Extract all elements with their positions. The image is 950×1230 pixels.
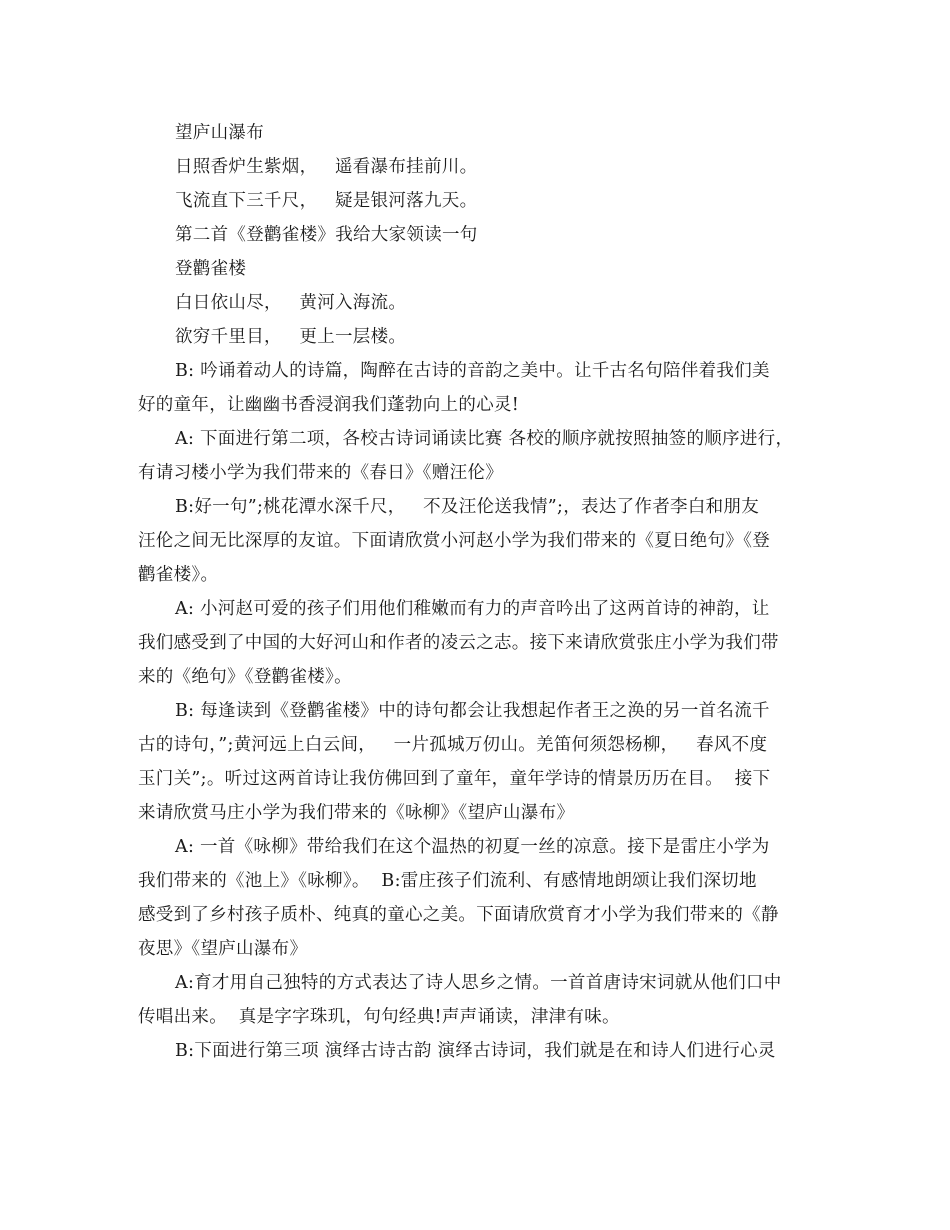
paragraph-line: 感受到了乡村孩子质朴、纯真的童心之美。下面请欣赏育才小学为我们带来的《静 [138, 905, 779, 925]
poem-line: 白日依山尽， 黄河入海流。 [175, 293, 407, 313]
paragraph-line: 来请欣赏马庄小学为我们带来的《咏柳》《望庐山瀑布》 [138, 803, 575, 823]
paragraph-start: A:育才用自己独特的方式表达了诗人思乡之情。一首首唐诗宋词就从他们口中 [175, 973, 782, 993]
paragraph-line: 传唱出来。 真是字字珠玑，句句经典!声声诵读，津津有味。 [138, 1007, 620, 1027]
document-body [138, 116, 818, 1068]
paragraph-line: 鹳雀楼》。 [138, 565, 219, 585]
paragraph-start: B: 每逢读到《登鹳雀楼》中的诗句都会让我想起作者王之涣的另一首名流千 [175, 701, 770, 721]
paragraph-start: B:下面进行第三项 演绎古诗古韵 演绎古诗词，我们就是在和诗人们进行心灵 [175, 1041, 776, 1061]
paragraph-line: 有请习楼小学为我们带来的《春日》《赠汪伦》 [138, 463, 504, 483]
paragraph-line: 玉门关”;。听过这两首诗让我仿佛回到了童年，童年学诗的情景历历在目。 接下 [138, 769, 771, 789]
paragraph-line: 古的诗句，”;黄河远上白云间， 一片孤城万仞山。羌笛何须怨杨柳， 春风不度 [138, 735, 768, 755]
paragraph-line: 我们感受到了中国的大好河山和作者的凌云之志。接下来请欣赏张庄小学为我们带 [138, 633, 779, 653]
paragraph-line: 夜思》《望庐山瀑布》 [138, 939, 308, 959]
paragraph-start: A: 下面进行第二项，各校古诗词诵读比赛 各校的顺序就按照抽签的顺序进行， [175, 429, 794, 449]
text-line: 第二首《登鹳雀楼》我给大家领读一句 [175, 225, 478, 245]
paragraph-line: 好的童年，让幽幽书香浸润我们蓬勃向上的心灵! [138, 395, 520, 415]
paragraph-start: B:好一句”;桃花潭水深千尺， 不及汪伦送我情”;，表达了作者李白和朋友 [175, 497, 760, 517]
poem-title: 登鹳雀楼 [175, 259, 247, 279]
poem-title: 望庐山瀑布 [175, 123, 264, 143]
paragraph-line: 来的《绝句》《登鹳雀楼》。 [138, 667, 352, 687]
poem-line: 欲穷千里目， 更上一层楼。 [175, 327, 407, 347]
paragraph-start: A: 一首《咏柳》带给我们在这个温热的初夏一丝的凉意。接下是雷庄小学为 [175, 837, 770, 857]
paragraph-line: 我们带来的《池上》《咏柳》。 B:雷庄孩子们流利、有感情地朗颂让我们深切地 [138, 871, 757, 891]
paragraph-line: 汪伦之间无比深厚的友谊。下面请欣赏小河赵小学为我们带来的《夏日绝句》《登 [138, 531, 771, 551]
poem-line: 飞流直下三千尺， 疑是银河落九天。 [175, 191, 478, 211]
paragraph-start: B: 吟诵着动人的诗篇，陶醉在古诗的音韵之美中。让千古名句陪伴着我们美 [175, 361, 770, 381]
paragraph-start: A: 小河赵可爱的孩子们用他们稚嫩而有力的声音吟出了这两首诗的神韵，让 [175, 599, 770, 619]
poem-line: 日照香炉生紫烟， 遥看瀑布挂前川。 [175, 157, 478, 177]
